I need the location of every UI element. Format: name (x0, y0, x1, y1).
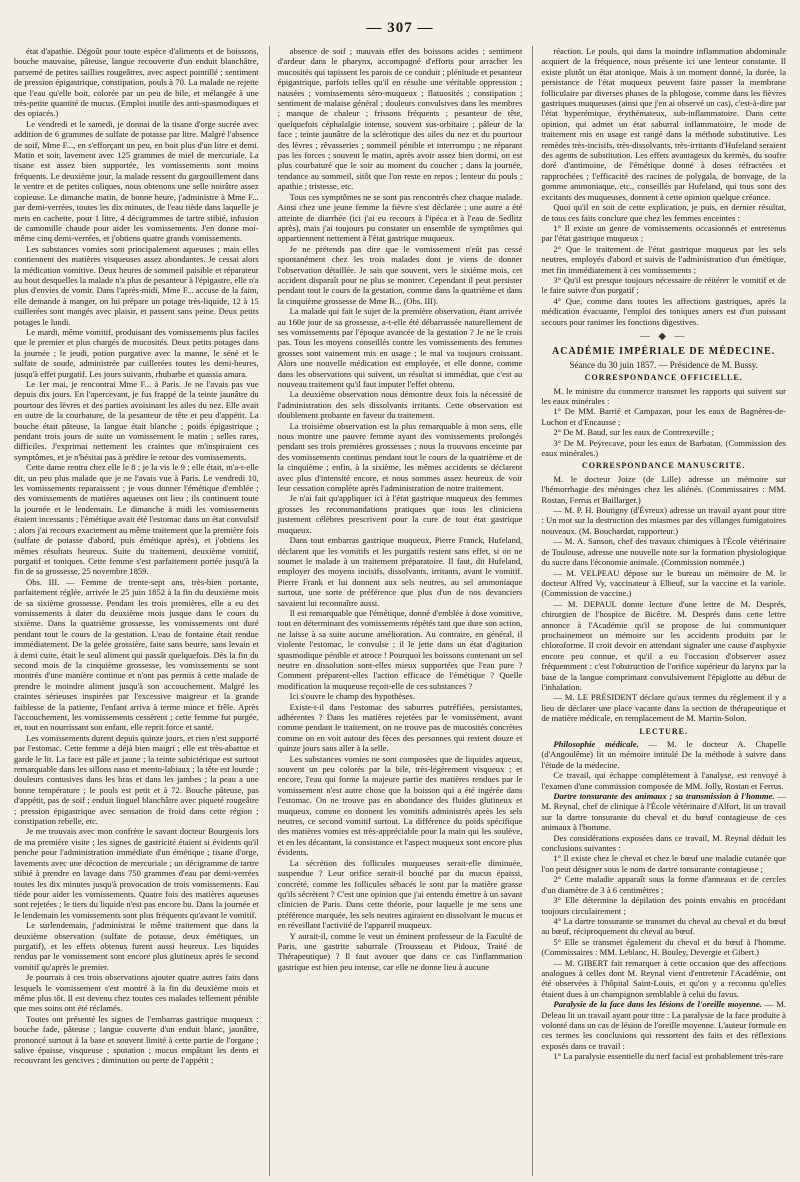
paragraph: Je me trouvais avec mon confrère le savant docteur Bourgeois lors de ma première visite ; les signes de gastricité étaient si évidents qu'il penche pour l'administration immédiate d'un émétique ; tisane d'orge, lavements avec une décoction de mercuriale ; un décigramme de tartre stibié à prendre en lavage dans 750 grammes d'eau par demi-verrées toutes les dix minutes jusqu'à provocation de trois vomissements. Eau tiède pour aider les vomissements. Quatre fois des matières aqueuses sont rejetées ; le tiers du liquide n'est pas encore bu. Dans la journée et le lendemain les vomissements sont plus fréquents qu'avant le vomitif. (14, 826, 259, 920)
reading-paragraph (541, 791, 786, 833)
run-in-title: Philosophie médicale. (553, 739, 639, 749)
reading-paragraph (541, 999, 786, 1051)
paragraph: 3° Qu'il est presque toujours nécessaire de réitérer le vomitif et de le faire suivre d'un purgatif ; (541, 274, 787, 296)
reading-heading: LECTURE. (639, 726, 689, 736)
reading-paragraph (541, 916, 786, 937)
paragraph: Les vomissements durent depuis quinze jours, et rien n'est supporté par l'estomac. Cette femme a déjà bien maigri ; elle est très-abattue et garde le lit. La face est pâle et jaune ; la teinte subictérique est surtout remarquable dans les sillons naso et mento-labiaux ; la tête est lourde ; douleurs contusives dans les bras et dans les jambes ; la peau a une bonne température ; le pouls est petit et à 72. Bouche pâteuse, pas d'appétit, pas de soif ; enduit linguel blanchâtre avec piqueté rougeâtre ; pression épigastrique avec sensation de froid dans cette région ; constipation rebelle, etc. (14, 732, 259, 827)
official-correspondence-heading: CORRESPONDANCE OFFICIELLE. (584, 373, 743, 383)
session-line: Séance du 30 juin 1857. — Présidence de M. Bussy. (569, 359, 758, 370)
conclusion-section (541, 46, 786, 327)
academy-title: ACADÉMIE IMPÉRIALE DE MÉDECINE. (552, 346, 776, 358)
paragraph: La malade qui fait le sujet de la première observation, étant arrivée au 160e jour de sa grossesse, a-t-elle été débarrassée naturellement de ses vomissements par l'époque avancée de la gestation ? Je ne le crois pas. Tous les moyens conseillés contre les vomissements des femmes grosses sont vainement mis en usage ; le mal va toujours croissant. Alors une nouvelle médication est employée, et elle donne, comme dans les observations qui suivent, un résultat si immédiat, que c'est au nouveau traitement qu'il faut imputer l'effet obtenu. (277, 306, 523, 389)
reading-text: Des considérations exposées dans ce travail, M. Reynal déduit les conclusions suivantes : (541, 832, 787, 854)
correspondence-item: 1° De MM. Barrié et Campazan, pour les eaux de Bagnères-de-Luchon et d'Encausse ; (541, 406, 787, 427)
paragraph: Cette dame rentra chez elle le 8 ; je la vis le 9 ; elle était, m'a-t-elle dit, un peu plus malade que je ne l'avais vue à Paris. Le vendredi 10, les vomissements reparaissent ; je vous donner l'émétique d'emblée ; des vomissements de matières aqueuses ont lieu ; ils continuent toute la journée et le lendemain. Le dimanche à midi les vomissements étaient incessants ; l'émétique avait été l'estomac dans un état convulsif ; alors j'ai recours exactement au même traitement que la première fois (sulfate de potasse d'abord, puis émétique après), et j'obtiens les mêmes résultats heureux. Suite du traitement, deuxième vomitif, purgatif et toniques. Cette femme s'est parfaitement portée jusqu'à la fin de sa grossesse, 25 novembre 1859. (14, 462, 259, 577)
correspondence-item: — M. P. H. Boutigny (d'Évreux) adresse un travail ayant pour titre : Un mot sur la destruction des miasmes par des villanges fumigatoires nouveaux. (M. Bouchardat, rapporteur.) (541, 505, 787, 536)
paragraph: Il est remarquable que l'émétique, donné d'emblée à dose vomitive, tout en déterminant des vomissements répétés tant que dure son action, ne laisse à sa suite aucune amélioration. Au contraire, en général, il violente l'estomac, le convulse ; il le jette dans un état d'agitation spasmodique pénible et atroce ! Pourquoi les boissons contenant un sel neutre en dissolution sont-elles mieux supportées que l'eau pure ? Comment préparent-elles l'action efficace de l'émétique ? Quelle modification la muqueuse reçoit-elle de ces substances ? (277, 607, 523, 691)
reading-text: — M. le docteur A. Chapelle (d'Angoulême) lit un mémoire intitulé De la méthode à suivre dans l'étude de la médecine. (541, 739, 787, 770)
reading-text: 1° Il existe chez le cheval et chez le bœuf une maladie cutanée que l'on peut désigner sous le nom de dartre tonsurante contagieuse ; (541, 853, 787, 874)
paragraph: Existe-t-il dans l'estomac des saburres putréfiées, persistantes, adhérentes ? Dans les matières rejetées par le vomissement, avant comme pendant le traitement, on ne trouve pas de mucosités concrètes comme on en voit autour des fèces des personnes qui restent douze et quinze jours sans aller à la selle. (277, 701, 523, 754)
reading-section (541, 739, 786, 1062)
paragraph: Quoi qu'il en soit de cette explication, je puis, en dernier résultat, de tous ces faits conclure que chez les femmes enceintes : (541, 202, 787, 223)
reading-paragraph (541, 833, 786, 854)
paragraph: Les substances vomies sont principalement aqueuses ; mais elles contiennent des matières visqueuses assez abondantes. Je cessai alors la médication vomitive. Deux heures de sommeil paisible et réparateur au bout desquelles la malade n'a plus de pesanteur à l'épigastre, elle n'a plus d'envies de vomir. Dans l'après-midi, Mme F... accuse de la faim, elle demande à manger, on lui prépare un potage très-liquide, 12 à 15 cuillerées sont mangés avec plaisir, et passent sans peine. Deux petits potages le lundi. (14, 243, 259, 327)
reading-text: 4° La dartre tonsurante se transmet du cheval au cheval et du bœuf au bœuf, réciproquement du cheval au bœuf. (541, 915, 787, 937)
paragraph: La troisième observation est la plus remarquable à mon sens, elle nous montre une pauvre femme ayant des vomissements prolongés pendant ses trois premières grossesses ; nous la trouvons enceinte par des vomissements continus pendant tout le cours de la quatrième et de la cinquième ; enfin, à la sixième, les mêmes accidents se déclarent avec plus d'intensité encore, et nous sommes assez heureux de voir leur cessation complète après l'administration de notre traitement. (277, 420, 523, 494)
paragraph: Toutes ont présenté les signes de l'embarras gastrique muqueux : bouche fade, pâteuse ; langue couverte d'un enduit blanc, jaunâtre, prononcé surtout à la base et souvent limité à cette partie de l'organe ; salive épaisse, visqueuse ; sputation ; mucus empâtant les dents et recouvrant les gencives ; diminution ou perte de l'appétit ; (14, 1013, 259, 1066)
reading-text: 5° Elle se transmet également du cheval et du bœuf à l'homme. (Commissaires : MM. Leblanc, H. Bouley, Devergie et Gibert.) (541, 936, 787, 958)
paragraph: Ici s'ouvre le champ des hypothèses. (289, 691, 415, 702)
paragraph: Le mardi, même vomitif, produisant des vomissements plus faciles que le premier et plus chargés de mucosités. Deux petits potages dans la journée ; le jeudi, potion purgative avec la manne, le séné et le sulfate de soude, administrée par cuillerées toutes les demi-heures, jusqu'à effet purgatif. Les jours suivants, rhubarbe et quassia amara. (14, 326, 259, 379)
paragraph: Le surlendemain, j'administrai le même traitement que dans la deuxième observation (sulfate de potasse, deux émétiques, un purgatif), et les effets obtenus furent aussi heureux. Les liquides rendus par le vomissement sont encore plus glutineux après le second vomitif qu'après le premier. (14, 920, 259, 972)
reading-text: — M. GIBERT fait remarquer à cette occasion que des affections analogues à celles dont M. Reynal vient d'entretenir l'Académie, ont été observées à l'hôpital Saint-Louis, et qu'on y a reconnu qu'elles étaient dues à un champignon semblable à celui du favus. (541, 957, 787, 999)
reading-paragraph (541, 874, 786, 895)
paragraph: Dans tout embarras gastrique muqueux, Pierre Franck, Hufeland, déclarent que les vomitifs et les purgatifs restent sans effet, si on ne soumet le malade à un traitement préparatoire. Il faut, dit Hufeland, employer des moyens incisifs, dissolvants, irritants, avant le vomitif. Pierre Frank et lui donnent aux sels neutres, au sel ammoniaque surtout, une sorte de préférence que plus d'un de nos devanciers savaient lui reconnaître aussi. (277, 535, 523, 608)
manuscript-correspondence-heading: CORRESPONDANCE MANUSCRITE. (582, 461, 746, 471)
correspondence-item: M. le ministre du commerce transmet les rapports qui suivent sur les eaux minérales : (541, 385, 787, 406)
paragraph: Je ne prétends pas dire que le vomissement n'eût pas cessé spontanément chez les trois malades dont je viens de donner l'observation détaillée. Je sais que souvent, vers le sixième mois, cet accident disparaît pour ne plus se montrer. Cependant il peut persister pendant tout le cours de la gestation, comme dans la quatrième et dans la cinquième grossesse de Mme B... (Obs. III). (277, 243, 523, 306)
reading-text: 2° Cette maladie apparaît sous la forme d'anneaux et de cercles d'un diamètre de 3 à 6 centimètres ; (541, 874, 787, 895)
column-left (14, 46, 259, 1176)
paragraph: absence de soif ; mauvais effet des boissons acides ; sentiment d'ardeur dans le pharynx, accompagné d'efforts pour arracher les mucosités qui tapissent les parois de ce conduit ; plénitude et pesanteur épigastrique, parfois telles qu'il en résulte une véritable oppression ; nausées ; vomissements séro-muqueux ; flatuosités ; constipation ; sentiment de malaise général ; douleurs convulsives dans les membres ; manque de chaleur ; frissons fréquents ; pesanteur de tête, quelquefois céphalalgie intense, souvent sus-orbitaire ; pâleur de la face ; teinte jaunâtre de la sclérotique des ailes du nez et du pourtour des lèvres ; rêvasseries ; sommeil pénible et interrompu ; ne réparant pas les forces ; souvent le matin, après avoir assez bien dormi, on est plus courbaturé que le soir au moment du coucher ; dans la journée, tendance au sommeil, sitôt que l'on reste en repos ; lenteur du pouls ; apathie ; tristesse, etc. (277, 46, 523, 192)
paragraph: La deuxième observation nous démontre deux fois la nécessité de l'administration des sels dissolvants irritants. Cette observation est doublement probante en faveur du traitement. (277, 389, 523, 421)
column-middle (269, 46, 523, 1176)
reading-paragraph (541, 739, 786, 770)
column-right (532, 46, 786, 1176)
paragraph: Le vendredi et le samedi, je donnai de la tisane d'orge sucrée avec addition de 6 grammes de sulfate de potasse par litre. Malgré l'absence de soif, Mme F..., en s'efforçant un peu, en boit plus d'un litre et demi. Matin et soir, lavement avec 125 grammes de miel de mercuriale. La tisane est assez bien supportée, les vomissements sont moins fréquents. Le deuxième jour, la malade ressent du gargouillement dans le ventre et de petites coliques, nous obtenons une selle noirâtre assez copieuse. Le dimanche matin, de bonne heure, j'administre à Mme F... par demi-verrées, toutes les dix minutes, de l'eau tiède dans laquelle je mets en cachette, pour 1 litre, 4 décigrammes de tartre stibié, infusion de camomille chaude pour aider les vomissements. J'en donne moi-même cinq demi-verrées, et j'obtiens quatre grands vomissements. (14, 118, 259, 244)
paragraph: Tous ces symptômes ne se sont pas rencontrés chez chaque malade. Ainsi chez une jeune femme la fièvre s'est déclarée ; une autre a été atteinte de diarrhée (ici j'ai eu recours à l'ipéca et à l'eau de Sedlitz après), mais j'ai toujours pu constater un ensemble de symptômes qui appartiennent nettement à l'état gastrique muqueux. (277, 191, 523, 244)
paragraph: état d'apathie. Dégoût pour toute espèce d'aliments et de boissons, bouche mauvaise, pâteuse, langue recouverte d'un enduit blanchâtre, parsemé de petites saillies rougeâtres, avec aspect pointillé ; sentiment de pression épigastrique, constipation, pouls à 70. La malade ne rejette que l'eau qu'elle boit, colorée par un peu de bile, et mélangée à une très-petite quantité de mucus. (Emploi inutile des anti-spasmodiques et des opiacés.) (14, 46, 259, 119)
run-in-title: Dartre tonsurante des animaux ; sa transmission à l'homme. (553, 791, 775, 802)
correspondence-item: — M. VELPEAU dépose sur le bureau un mémoire de M. le docteur Alfred Vy, vaccinateur à Elbeuf, sur la vaccine et la variole. (Commission de vaccine.) (541, 567, 787, 599)
paragraph: Le 1er mai, je rencontrai Mme F... à Paris. Je ne l'avais pas vue depuis dix jours. En l'apercevant, je fus frappé de la teinte jaunâtre du pourtour des lèvres et des parties avoisinant les ailes du nez. Elle avait en outre de la courbature, de la pesanteur de tête et peu d'appétit. La bouche était pâteuse, la langue était blanche ; poids épigastrique ; pendant trois jours de suite un vomissement le matin ; selles rares, difficiles. J'exprimai nettement les craintes que m'inspiraient ces symptômes, et je n'hésitai pas à prédire le retour des vomissements. (14, 379, 259, 462)
reading-text: 3° Elle détermine la dépilation des points envahis en procédant toujours circulairement ; (541, 895, 787, 916)
paragraph: Les substances vomies ne sont composées que de liquides aqueux, souvent un peu colorés par la bile, très-légèrement visqueux ; et encore, l'eau qui forme la majeure partie des matières rendues par le vomissement n'est autre chose que la boisson qui a été ingérée dans l'estomac. On ne trouve pas en abondance des fluides glutineux et muqueux, comme en donnent les vomitifs administrés après les sels neutres, ce second vomitif surtout. La différence du poids spécifique des matières vomies est très-appréciable pour la main qui les soulève, et en les décantant, la consistance et l'aspect muqueux sont encore plus évidents. (277, 753, 523, 858)
reading-paragraph (541, 853, 786, 874)
paragraph: Y aurait-il, comme le veut un éminent professeur de la Faculté de Paris, une gastrite saburrale (Trousseau et Pidoux, Traité de Thérapeutique) ? Il faut avouer que dans ce cas l'inflammation gastrique est bien peu intense, car elle ne donne lieu à aucune (277, 930, 523, 972)
paragraph: 1° Il existe un genre de vomissements occasionnés et entretenus par l'état gastrique muqueux ; (541, 222, 787, 244)
correspondence-item: 3° De M. Peyrecave, pour les eaux de Barbatan. (Commission des eaux minérales.) (541, 437, 787, 459)
paragraph: réaction. Le pouls, qui dans la moindre inflammation abdominale acquiert de la fréquence, nous présente ici une lenteur constante. Il existe plutôt un état atonique. Mais à un moment donné, la durée, la persistance de l'état muqueux peuvent faire passer la membrane folliculaire par diverses phases de la phlogose, comme dans les fièvres gastriques muqueuses (ainsi que j'en ai observé un cas), c'est-à-dire par l'état hyperémique, érythémateux, sub-inflammatoire. Dans cette opinion, qui admet un état saburral inflammatoire, le mode de traitement mis en usage est rangé dans la méthode substitutive. Les remèdes très-incisifs, très-dissolvants, très-irritants d'Hufeland seraient des agents de substitution. Les effets avantageux du kermès, du soufre doré d'antimoine, de l'émétique donné à doses réfractées et rapprochées ; l'efficacité des racines de polygala, de bonvage, de la gomme ammoniaque, etc., conseillés par Hufeland, qui tous sont des excitants des muqueuses, donnent à cette opinion quelque créance. (541, 46, 787, 202)
paragraph: Je pourrais à ces trois observations ajouter quatre autres faits dans lesquels le vomissement s'est montré à la fin du deuxième mois et même plus tôt. Il est devenu chez toutes ces malades tellement pénible que mes soins ont été réclamés. (14, 972, 259, 1014)
reading-paragraph (541, 1051, 786, 1061)
reading-paragraph (541, 937, 786, 958)
run-in-title: Paralysie de la face dans les lésions de l'oreille moyenne. (553, 999, 762, 1010)
correspondence-item: M. le docteur Joize (de Lille) adresse un mémoire sur l'hémorrhagie des méninges chez les aliénés. (Commissaires : MM. Rostan, Ferrus et Baillarger.) (541, 473, 787, 505)
reading-paragraph (541, 770, 786, 791)
correspondence-item: — M. A. Sanson, chef des travaux chimiques à l'École vétérinaire de Toulouse, adresse une nouvelle note sur la formation physiologique du sucre dans l'économie animale. (Commission nommée.) (541, 536, 787, 568)
correspondence-item: — M. DEPAUL donne lecture d'une lettre de M. Després, chirurgien de l'hospice de Bicêtre. M. Després dans cette lettre annonce à l'Académie qu'il se propose de lui communiquer prochainement un mémoire sur les accidents produits par le chloroforme. Il croit devoir en attendant signaler une cause d'asphyxie encore peu connue, et qu'il a eu l'occasion d'observer assez fréquemment : c'est l'obstruction de l'orifice supérieur du larynx par la base de la langue comprimant convulsivement l'épiglotte au début de l'inhalation. (541, 598, 787, 692)
reading-text: — M. Deleau lit un travail ayant pour titre : La paralysie de la face produite à volonté dans un cas de lésion de l'oreille moyenne. L'auteur formule en ces termes les conclusions qui ressortent des faits et des réflexions exposés dans ce travail : (541, 999, 787, 1051)
section-ornament: — ◆ — (639, 330, 688, 342)
reading-text: — M. Reynal, chef de clinique à l'École vétérinaire d'Alfort, lit un travail sur la dartre tonsurante du cheval et du bœuf contagieuse de ces animaux à l'homme. (541, 791, 787, 833)
paragraph: Je n'ai fait qu'appliquer ici à l'état gastrique muqueux des femmes grosses les recommandations pratiques que tous les cliniciens justement célèbres prescrivent pour la cure de tout état gastrique muqueux. (277, 493, 523, 535)
paragraph: 4° Que, comme dans toutes les affections gastriques, après la médication évacuante, l'emploi des toniques amers est d'un puissant secours pour ranimer les fonctions digestives. (541, 295, 787, 327)
reading-paragraph (541, 895, 786, 916)
correspondence-item: — M. LE PRÉSIDENT déclare qu'aux termes du règlement il y a lieu de déclarer une place vacante dans la section de thérapeutique et de matière médicale, en remplacement de M. Martin-Solon. (541, 692, 787, 724)
paragraph: Obs. III. — Femme de trente-sept ans, très-bien portante, parfaitement réglée, arrivée le 25 juin 1852 à la fin du deuxième mois de sa sixième grossesse. Pendant les trois premières, elle a eu des vomissements à dater du deuxième mois jusque dans le cours du sixième. Dans la quatrième grossesse, les vomissements ont duré pendant tout le cours de la gestation. L'eau de fontaine était rendue immédiatement. De la gelée grossière, faite sans beurre, sans levain et à demi cuite, était le seul aliment qui passât quelquefois. Dès la fin du second mois de la cinquième grossesse, les vomissements se sont montrés d'une manière continue et n'ont pas permis à cette malade de prendre le moindre aliment jusqu'à son accouchement. Malgré les craintes sérieuses inspirées par l'excessive maigreur et la grande faiblesse de la patiente, l'enfant arriva à terme mince et frêle. Après l'accouchement, les vomissements cessèrent ; cette femme fut purgée, et, tout en nourrissant son enfant, elle reprit force et santé. (14, 576, 259, 733)
correspondence-item: 2° De M. Baud, sur les eaux de Contrexeville ; (553, 427, 715, 438)
paragraph: 2° Que le traitement de l'état gastrique muqueux par les sels neutres, employés d'abord et suivis de l'administration d'un émétique, met fin immédiatement à ces vomissements ; (541, 243, 787, 275)
paragraph: La sécrétion des follicules muqueuses serait-elle diminuée, suspendue ? Leur orifice serait-il bouché par du mucus épaissi, concrété, comme les follicules sébacés le sont par la matière grasse qu'ils sécrètent ? C'est une opinion que j'ai entendu émettre à un savant clinicien de Paris. Dans cette théorie, pour laquelle je me sens une préférence marquée, les sels neutres agiraient en dissolvant le mucus et en réveillant l'activité de l'appareil muqueux. (277, 857, 523, 931)
page-number: — 307 — (366, 20, 434, 36)
reading-text: Ce travail, qui échappe complètement à l'analyse, est renvoyé à l'examen d'une commission composée de MM. Jolly, Rostan et Ferrus. (541, 770, 787, 791)
official-correspondence (541, 386, 786, 459)
manuscript-correspondence (541, 474, 786, 724)
reading-text: 1° La paralysie essentielle du nerf facial est probablement très-rare (553, 1051, 784, 1062)
columns (14, 46, 786, 1176)
reading-paragraph (541, 958, 786, 1000)
